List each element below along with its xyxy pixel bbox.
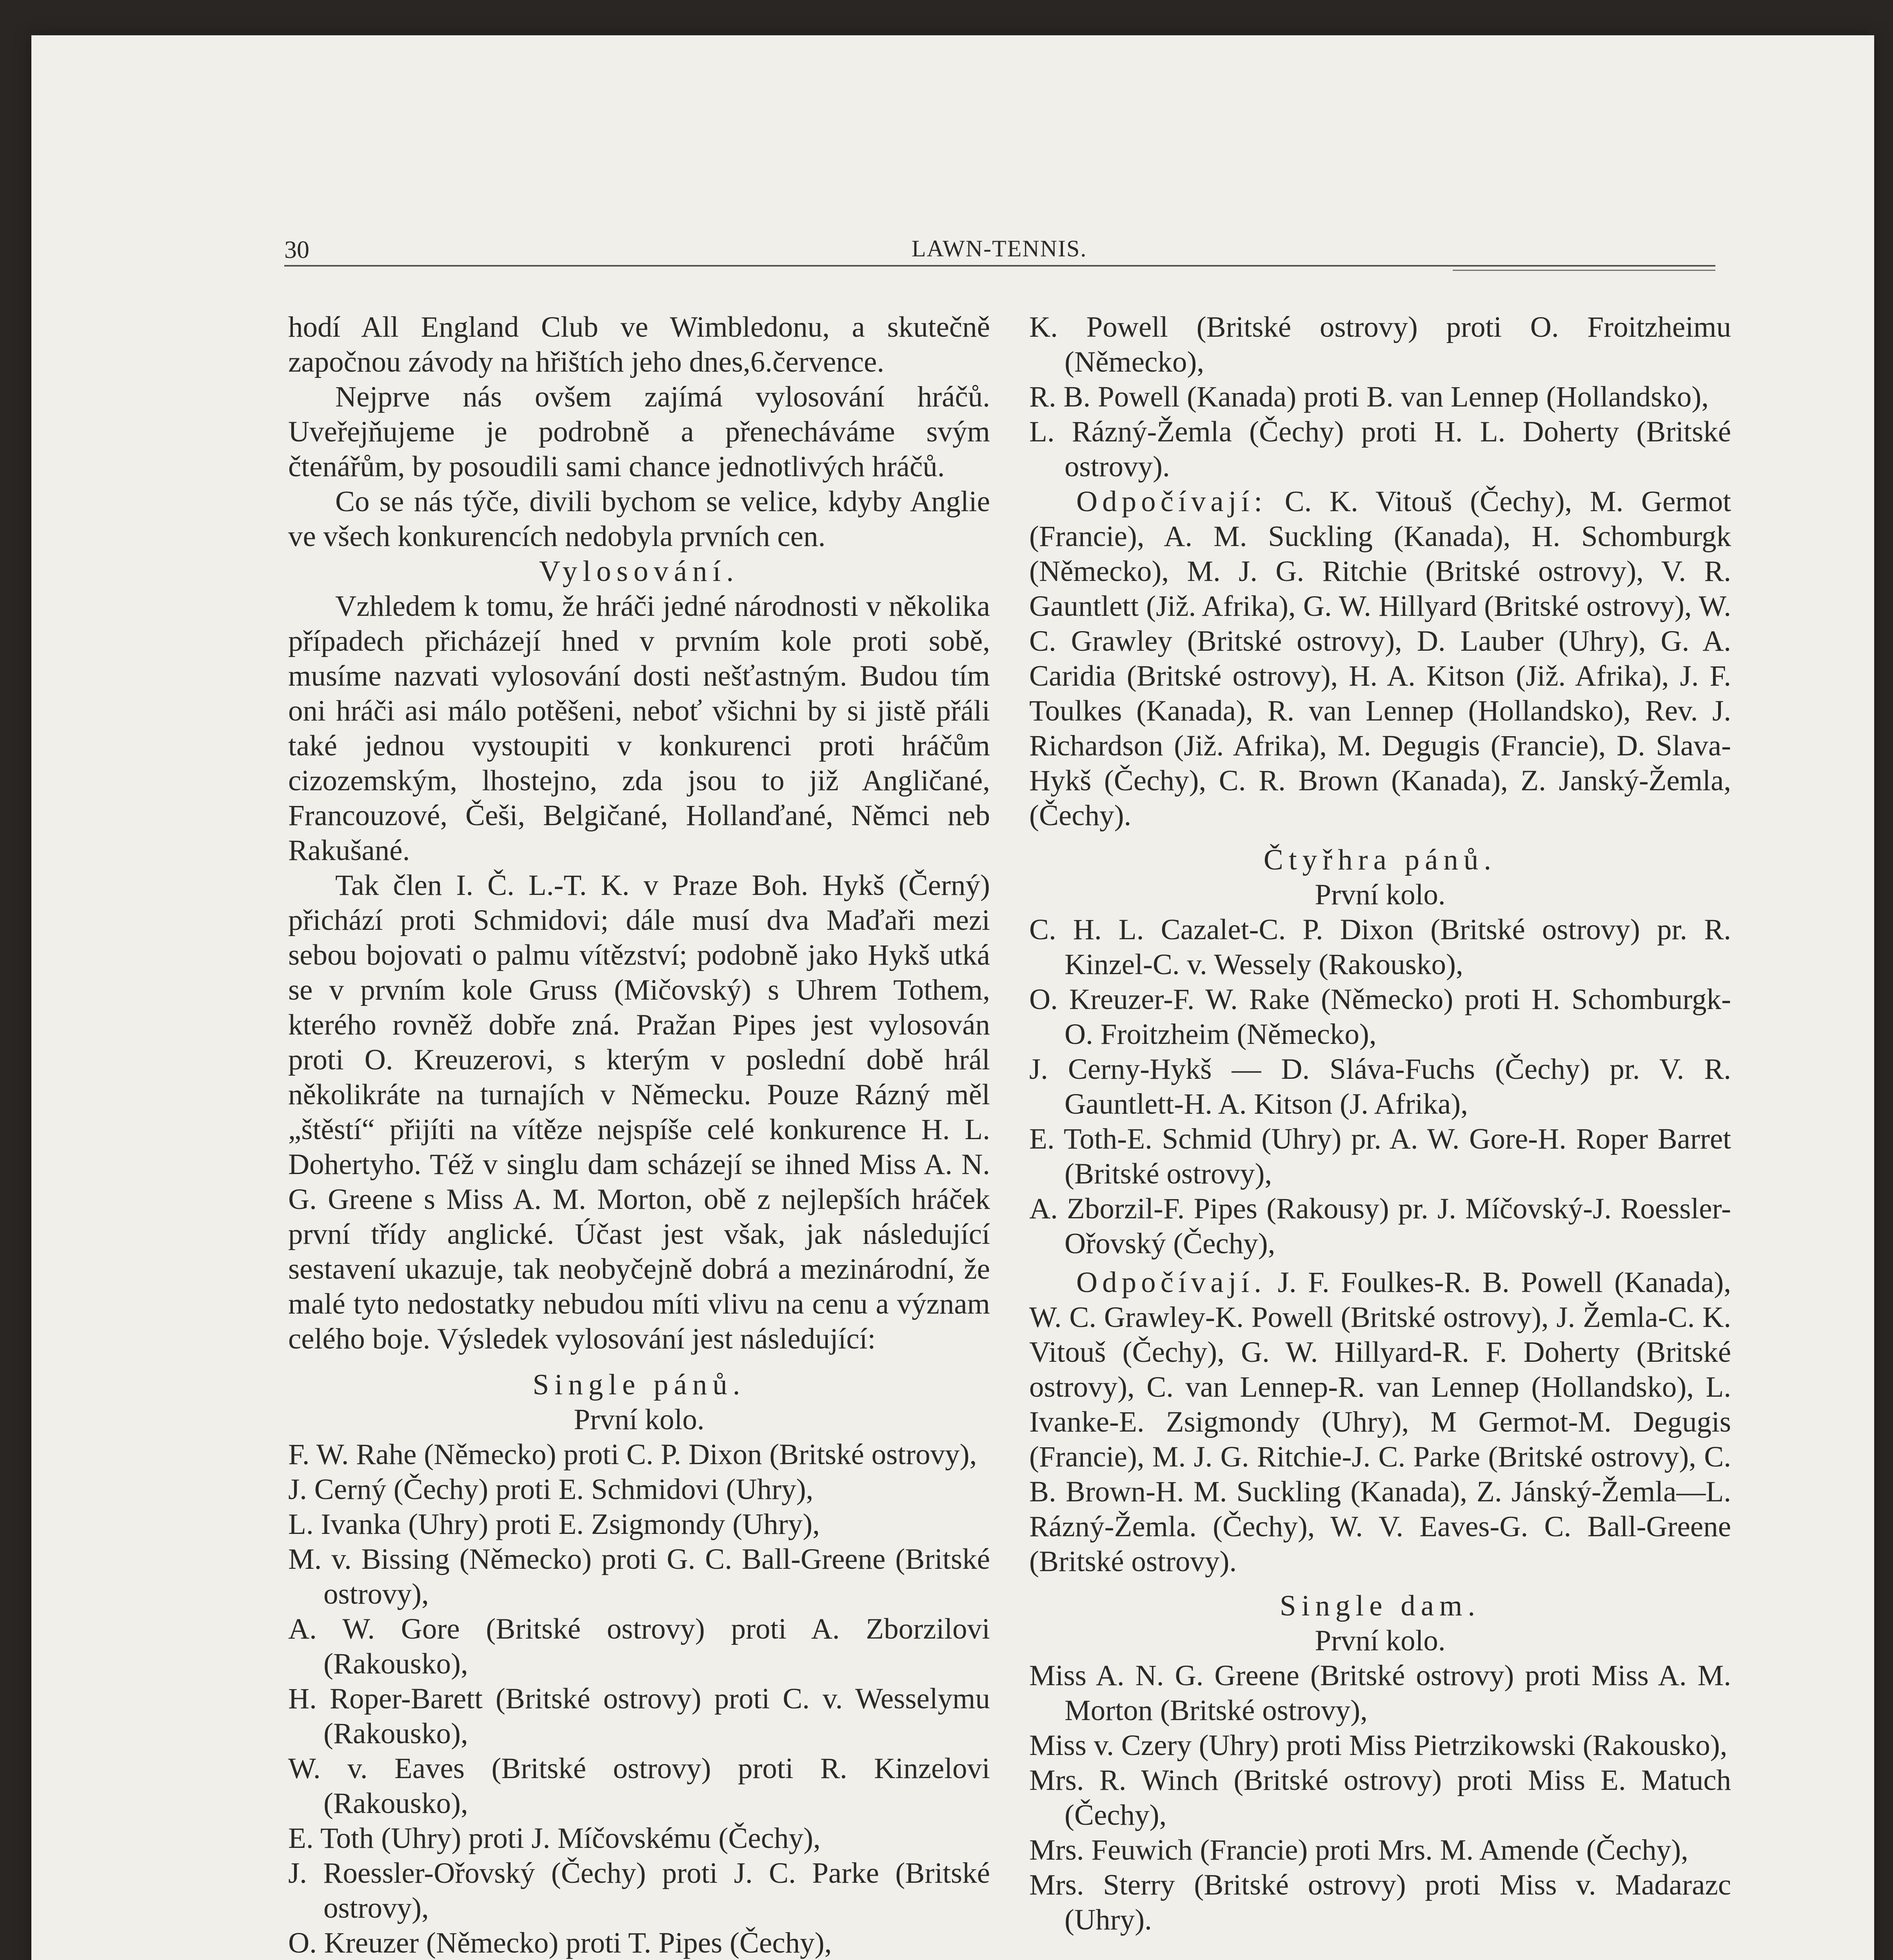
header-double-rule	[1453, 270, 1715, 271]
document-page	[31, 35, 1874, 1960]
subsection-heading: První kolo.	[1315, 1624, 1446, 1657]
draw-entry: Mrs. Feuwich (Francie) proti Mrs. M. Amende (Čechy),	[1029, 1834, 1688, 1866]
draw-entry: M. v. Bissing (Německo) proti G. C. Ball-Greene (Britské ostrovy),	[288, 1543, 990, 1610]
subsection-heading: První kolo.	[574, 1403, 705, 1436]
rest-label: Odpočívají.	[1076, 1266, 1266, 1299]
section-heading: Vylosování.	[539, 555, 739, 588]
draw-entry: K. Powell (Britské ostrovy) proti O. Froitzheimu (Německo),	[1029, 311, 1731, 378]
draw-entry: E. Toth (Uhry) proti J. Míčovskému (Čechy),	[288, 1822, 821, 1855]
rest-paragraph	[1029, 484, 1731, 833]
subsection-heading: První kolo.	[1315, 878, 1446, 911]
right-column	[1029, 310, 1731, 1937]
page-number: 30	[284, 236, 309, 263]
section-heading: Single dam.	[1279, 1590, 1481, 1622]
draw-entry: F. W. Rahe (Německo) proti C. P. Dixon (Britské ostrovy),	[288, 1438, 977, 1471]
draw-entry: H. Roper-Barett (Britské ostrovy) proti C. v. Wesselymu (Rakousko),	[288, 1682, 990, 1750]
section-heading: Single pánů.	[532, 1368, 746, 1401]
draw-entry: A. W. Gore (Britské ostrovy) proti A. Zborzilovi (Rakousko),	[288, 1613, 990, 1680]
draw-entry: Miss v. Czery (Uhry) proti Miss Pietrzikowski (Rakousko),	[1029, 1729, 1728, 1762]
draw-entry: Miss A. N. G. Greene (Britské ostrovy) proti Miss A. M. Morton (Britské ostrovy),	[1029, 1659, 1731, 1727]
paragraph: hodí All England Club ve Wimbledonu, a skutečně započnou závody na hřištích jeho dnes,6.července.	[288, 311, 990, 378]
draw-entry: O. Kreuzer (Německo) proti T. Pipes (Čechy),	[288, 1927, 832, 1959]
rest-label: Odpočívají:	[1076, 485, 1267, 518]
draw-entry: J. Roessler-Ořovský (Čechy) proti J. C. Parke (Britské ostrovy),	[288, 1857, 990, 1924]
draw-entry: J. Cerny-Hykš — D. Sláva-Fuchs (Čechy) pr. V. R. Gauntlett-H. A. Kitson (J. Afrika),	[1029, 1053, 1731, 1120]
draw-entry: R. B. Powell (Kanada) proti B. van Lennep (Hollandsko),	[1029, 381, 1709, 413]
draw-entry: W. v. Eaves (Britské ostrovy) proti R. Kinzelovi (Rakousko),	[288, 1752, 990, 1820]
running-title: LAWN-TENNIS.	[912, 236, 1087, 261]
draw-entry: C. H. L. Cazalet-C. P. Dixon (Britské ostrovy) pr. R. Kinzel-C. v. Wessely (Rakousko),	[1029, 913, 1731, 981]
paragraph: Tak člen I. Č. L.-T. K. v Praze Boh. Hykš (Černý) přichází proti Schmidovi; dále musí dva Maďaři mezi sebou bojovati o palmu vítězství; podobně jako Hykš utká se v prvním kole Gruss (Mičovský) s Uhrem Tothem, kterého rovněž dobře zná. Pražan Pipes jest vylosován proti O. Kreuzerovi, s kterým v poslední době hrál několikráte na turnajích v Německu. Pouze Rázný měl „štěstí“ přijíti na vítěze nejspíše celé konkurence H. L. Dohertyho. Též v singlu dam scházejí se ihned Miss A. N. G. Greene s Miss A. M. Morton, obě z nejlepších hráček první třídy anglické. Účast jest však, jak následující sestavení ukazuje, tak neobyčejně dobrá a mezinárodní, že malé tyto nedostatky nebudou míti vlivu na cenu a význam celého boje. Výsledek vylosování jest následující:	[288, 869, 990, 1355]
rest-paragraph	[1029, 1265, 1731, 1579]
paragraph: Nejprve nás ovšem zajímá vylosování hráčů. Uveřejňujeme je podrobně a přenecháváme svým čtenářům, by posoudili sami chance jednotlivých hráčů.	[288, 381, 990, 483]
rest-text: J. F. Foulkes-R. B. Powell (Kanada), W. C. Grawley-K. Powell (Britské ostrovy), J. Žemla-C. K. Vitouš (Čechy), G. W. Hillyard-R. F. Doherty (Britské ostrovy), C. van Lennep-R. van Lennep (Hollandsko), L. Ivanke-E. Zsigmondy (Uhry), M Germot-M. Degugis (Francie), M. J. G. Ritchie-J. C. Parke (Britské ostrovy), C. B. Brown-H. M. Suckling (Kanada), Z. Jánský-Žemla—L. Rázný-Žemla. (Čechy), W. V. Eaves-G. C. Ball-Greene (Britské ostrovy).	[1029, 1266, 1731, 1578]
draw-entry: E. Toth-E. Schmid (Uhry) pr. A. W. Gore-H. Roper Barret (Britské ostrovy),	[1029, 1123, 1731, 1190]
draw-entry: Mrs. R. Winch (Britské ostrovy) proti Miss E. Matuch (Čechy),	[1029, 1764, 1731, 1831]
left-column	[288, 310, 990, 1960]
draw-entry: J. Cerný (Čechy) proti E. Schmidovi (Uhry),	[288, 1473, 814, 1506]
section-heading: Čtyřhra pánů.	[1263, 844, 1497, 876]
draw-entry: L. Ivanka (Uhry) proti E. Zsigmondy (Uhry),	[288, 1508, 820, 1541]
paragraph: Co se nás týče, divili bychom se velice, kdyby Anglie ve všech konkurencích nedobyla prvních cen.	[288, 485, 990, 553]
paragraph: Vzhledem k tomu, že hráči jedné národnosti v několika případech přicházejí hned v prvním kole proti sobě, musíme nazvati vylosování dosti nešťastným. Budou tím oni hráči asi málo potěšeni, neboť všichni by si jistě přáli také jednou vystoupiti v konkurenci proti hráčům cizozemským, lhostejno, zda jsou to již Angličané, Francouzové, Češi, Belgičané, Hollanďané, Němci neb Rakušané.	[288, 590, 990, 867]
draw-entry: Mrs. Sterry (Britské ostrovy) proti Miss v. Madarazc (Uhry).	[1029, 1869, 1731, 1936]
page-header	[284, 235, 1715, 267]
draw-entry: A. Zborzil-F. Pipes (Rakousy) pr. J. Míčovský-J. Roessler-Ořovský (Čechy),	[1029, 1192, 1731, 1260]
header-rule	[284, 265, 1715, 267]
draw-entry: L. Rázný-Žemla (Čechy) proti H. L. Doherty (Britské ostrovy).	[1029, 416, 1731, 483]
draw-entry: O. Kreuzer-F. W. Rake (Německo) proti H. Schomburgk-O. Froitzheim (Německo),	[1029, 983, 1731, 1051]
rest-text: C. K. Vitouš (Čechy), M. Germot (Francie), A. M. Suckling (Kanada), H. Schomburgk (Německo), M. J. G. Ritchie (Britské ostrovy), V. R. Gauntlett (Již. Afrika), G. W. Hillyard (Britské ostrovy), W. C. Grawley (Britské ostrovy), D. Lauber (Uhry), G. A. Caridia (Britské ostrovy), H. A. Kitson (Již. Afrika), J. F. Toulkes (Kanada), R. van Lennep (Hollandsko), Rev. J. Richardson (Již. Afrika), M. Degugis (Francie), D. Slava-Hykš (Čechy), C. R. Brown (Kanada), Z. Janský-Žemla, (Čechy).	[1029, 485, 1731, 832]
